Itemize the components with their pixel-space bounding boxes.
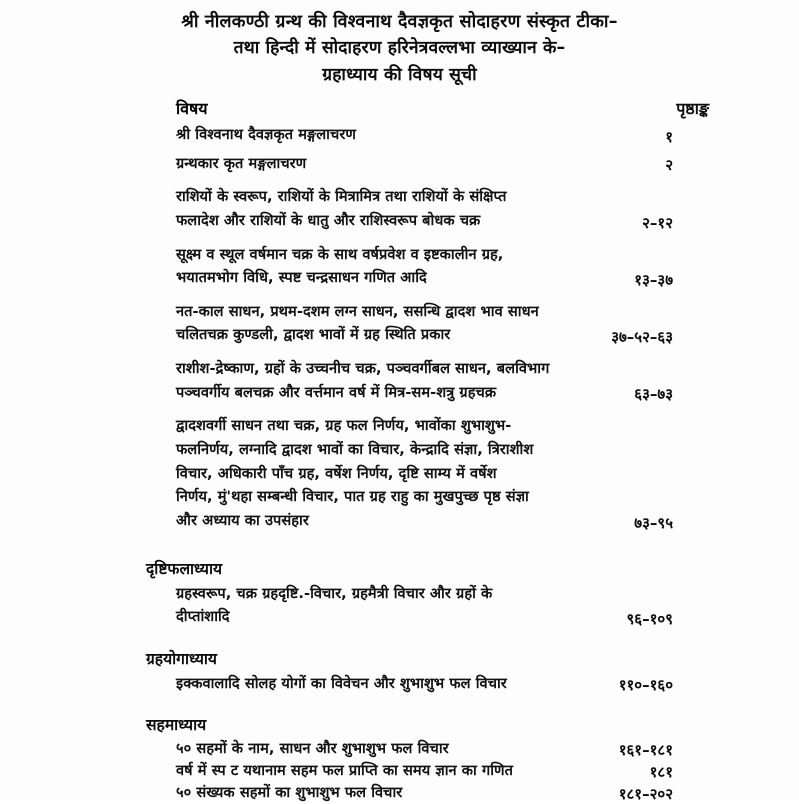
section-heading-sahamadhyaya: सहमाध्याय: [146, 716, 207, 735]
entry-page-number: ११०–१६०: [618, 676, 673, 695]
entry-page-number: १८१: [649, 763, 673, 782]
entry-text: वर्ष में स्प ट यथानाम सहम फल प्राप्ति का समय ज्ञान का गणित: [176, 762, 513, 780]
entry-page-number: ६३–७३: [634, 385, 673, 404]
entry-text: श्री विश्वनाथ दैवज्ञकृत मङ्गलाचरण: [176, 125, 356, 143]
entry-text: पञ्चवर्गीय बलचक्र और वर्त्तमान वर्ष में मित्र-सम-शत्रु ग्रहचक्र: [176, 383, 497, 401]
toc-entry[interactable]: [140, 243, 673, 290]
entry-text: और अध्याय का उपसंहार: [176, 511, 309, 529]
entry-page-number: १८१–२०२: [618, 785, 673, 804]
toc-entry[interactable]: [140, 782, 673, 804]
entry-page-number: १: [665, 127, 673, 146]
column-header-subject: विषय: [176, 98, 208, 118]
toc-entry[interactable]: [140, 123, 673, 147]
entry-text: चलितचक्र कुण्डली, द्वादश भावों में ग्रह स्थिति प्रकार: [176, 326, 451, 344]
entry-text: भयातमभोग विधि, स्पष्ट चन्द्रसाधन गणित आदि: [176, 269, 427, 287]
entry-text: द्वादशवर्गी साधन तथा चक्र, ग्रह फल निर्णय, भावोंका शुभाशुभ-: [176, 417, 512, 435]
toc-entry[interactable]: [140, 582, 673, 629]
entry-page-number: २: [665, 156, 673, 175]
entry-text: ग्रहस्वरूप, चक्र ग्रहदृष्टि.-विचार, ग्रहमैत्री विचार और ग्रहों के: [176, 584, 493, 602]
entry-page-number: १६१–१८१: [618, 741, 673, 760]
entry-text: दीप्तांशादि: [176, 608, 230, 626]
entry-text: फलनिर्णय, लग्नादि द्वादश भावों का विचार, केन्द्रादि संज्ञा, त्रिराशीश: [176, 441, 534, 458]
toc-entry[interactable]: [140, 760, 673, 782]
title-line-1: श्री नीलकण्ठी ग्रन्थ की विश्वनाथ दैवज्ञकृत सोदाहरण संस्कृत टीका–: [181, 11, 618, 32]
title-line-3: ग्रहाध्याय की विषय सूची: [322, 64, 477, 85]
toc-entry[interactable]: [140, 185, 673, 232]
entry-text: इक्कवालादि सोलह योगों का विवेचन और शुभाशुभ फल विचार: [176, 674, 507, 692]
toc-column-header: [140, 97, 709, 119]
section-heading-grahayogadhyaya: ग्रहयोगाध्याय: [146, 649, 217, 668]
entry-text: ग्रन्थकार कृत मङ्गलाचरण: [176, 154, 307, 172]
table-of-contents: [0, 97, 799, 804]
column-header-page: पृष्ठाङ्क: [676, 98, 709, 118]
entry-text: ५० सहमों के नाम, साधन और शुभाशुभ फल विचार: [176, 740, 449, 758]
section-heading-drishtiphaladhyaya: दृष्टिफलाध्याय: [146, 559, 223, 578]
entry-text: विचार, अधिकारी पाँच ग्रह, वर्षेश निर्णय, दृष्टि साम्य में वर्षेश: [176, 464, 497, 482]
toc-entry[interactable]: [140, 357, 673, 404]
toc-entry[interactable]: [140, 300, 673, 347]
entry-page-number: ७३–९५: [634, 513, 673, 532]
entry-text: ५० संख्यक सहमों का शुभाशुभ फल विचार: [176, 784, 403, 802]
entry-page-number: ९६–१०९: [626, 609, 673, 628]
toc-entry[interactable]: [140, 672, 673, 696]
entry-page-number: ३७–५२–६३: [611, 328, 673, 347]
toc-entry[interactable]: [140, 152, 673, 176]
toc-entry[interactable]: [140, 738, 673, 760]
entry-text: फलादेश और राशियों के धातु और राशिस्वरूप बोधक चक्र: [176, 211, 481, 229]
entry-text: राशियों के स्वरूप, राशियों के मित्रामित्र तथा राशियों के संक्षिप्त: [176, 188, 507, 206]
entry-text: नत-काल साधन, प्रथम-दशम लग्न साधन, ससन्धि द्वादश भाव साधन: [176, 302, 539, 320]
entry-text: निर्णय, मुं'थहा सम्बन्धी विचार, पात ग्रह राहु का मुखपुच्छ पृष्ठ संज्ञा: [176, 488, 529, 506]
entry-page-number: २–१२: [642, 213, 673, 232]
document-title: [0, 0, 799, 88]
entry-page-number: १३–३७: [634, 270, 673, 289]
entry-text: राशीश-द्रेष्काण, ग्रहों के उच्चनीच चक्र, पञ्चवर्गीबल साधन, बलविभाग: [176, 360, 550, 378]
entry-text: सूक्ष्म व स्थूल वर्षमान चक्र के साथ वर्षप्रवेश व इष्टकालीन ग्रह,: [176, 245, 504, 263]
toc-entry[interactable]: [140, 414, 673, 532]
title-line-2: तथा हिन्दी में सोदाहरण हरिनेत्रवल्लभा व्याख्यान के–: [233, 38, 566, 59]
